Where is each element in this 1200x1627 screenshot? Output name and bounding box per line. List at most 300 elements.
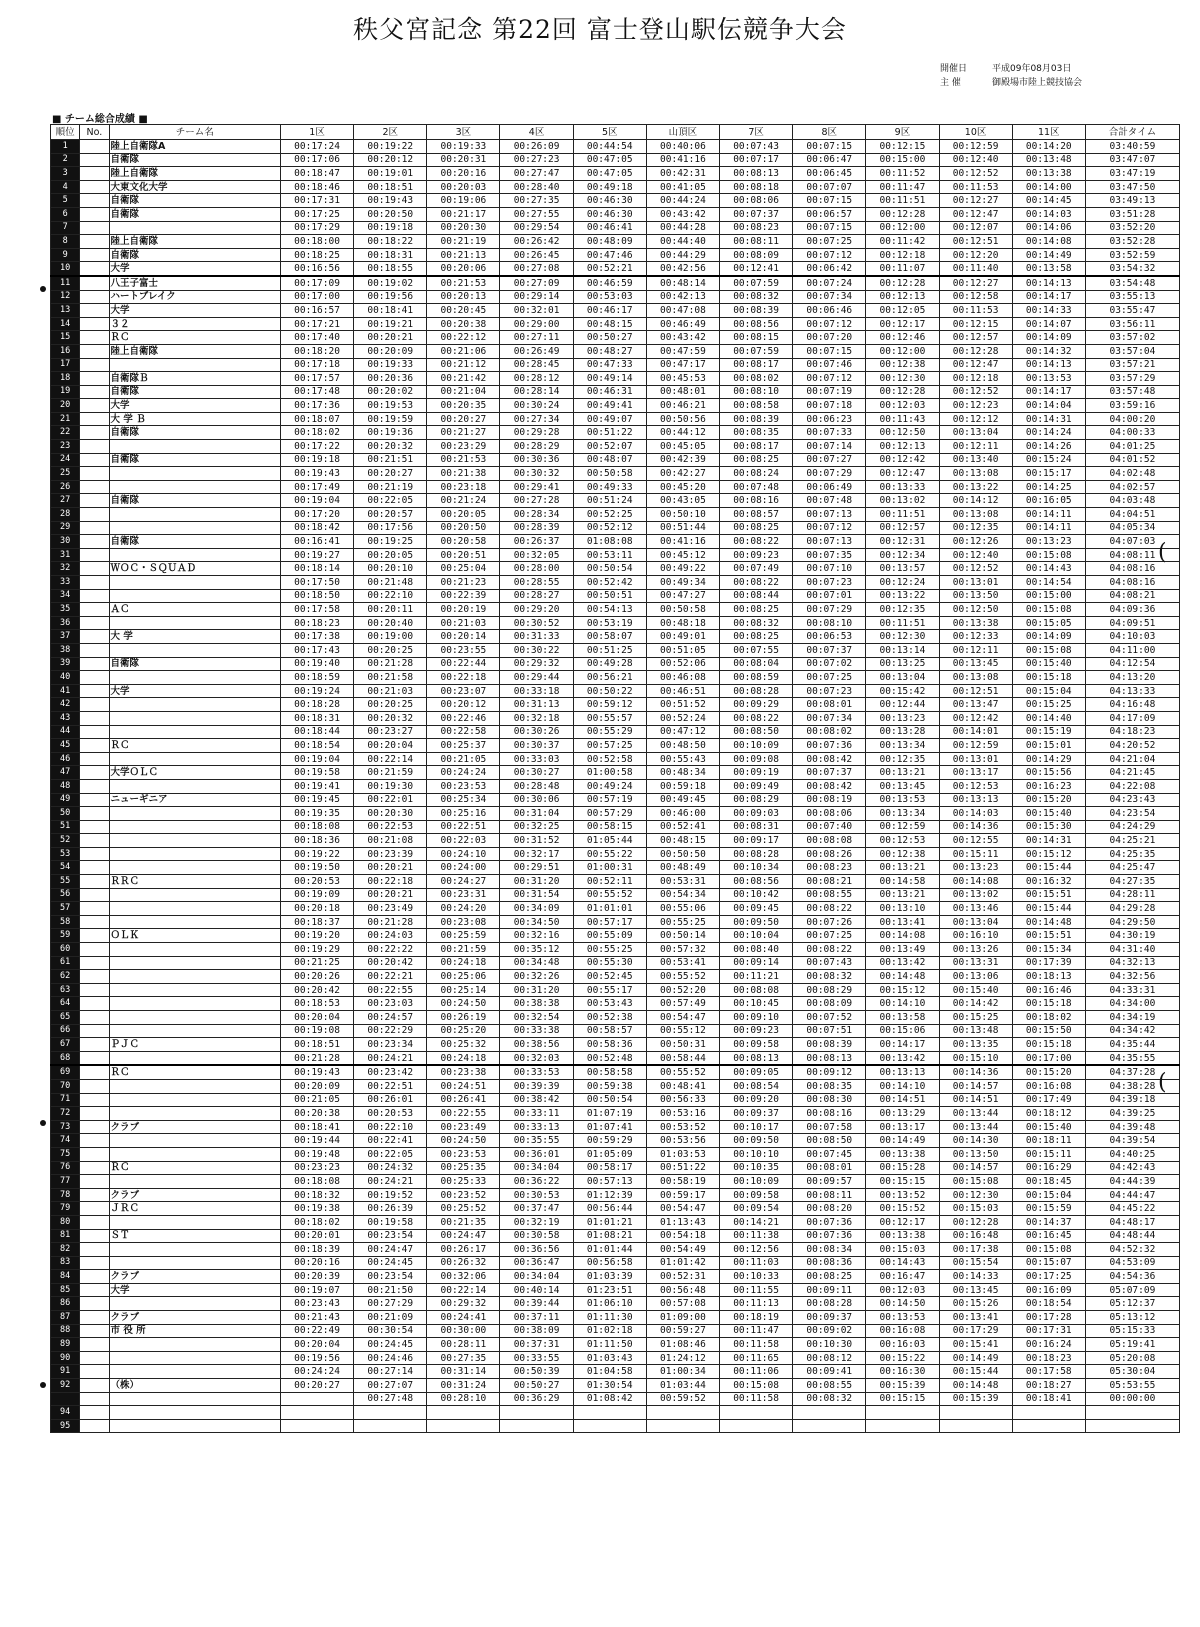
total-time-cell: 04:39:48 (1085, 1120, 1179, 1134)
leg-time-cell: 00:36:29 (500, 1392, 573, 1406)
leg-time-cell: 00:55:43 (646, 752, 719, 766)
table-row (51, 630, 1180, 644)
total-time-cell: 03:54:48 (1085, 276, 1179, 290)
team-name-cell (109, 807, 280, 821)
leg-time-cell: 00:56:48 (646, 1283, 719, 1297)
total-time-cell: 03:57:02 (1085, 331, 1179, 345)
leg-time-cell: 00:20:25 (354, 698, 427, 712)
leg-time-cell: 00:33:13 (500, 1120, 573, 1134)
leg-time-cell: 00:11:58 (720, 1392, 793, 1406)
leg-time-cell: 00:13:57 (866, 562, 939, 576)
leg-time-cell: 00:09:58 (720, 1188, 793, 1202)
rank-cell: 92 (51, 1379, 80, 1393)
leg-time-cell: 00:24:46 (354, 1351, 427, 1365)
leg-time-cell (500, 1406, 573, 1420)
leg-time-cell: 00:50:10 (646, 508, 719, 522)
leg-time-cell: 00:44:40 (646, 235, 719, 249)
team-number-cell (80, 494, 109, 508)
rank-cell: 79 (51, 1202, 80, 1216)
leg-time-cell: 00:10:35 (720, 1161, 793, 1175)
rank-cell: 74 (51, 1134, 80, 1148)
leg-time-cell: 00:16:56 (280, 262, 353, 276)
leg-time-cell: 00:09:02 (793, 1324, 866, 1338)
team-number-cell (80, 153, 109, 167)
leg-time-cell: 00:32:16 (500, 929, 573, 943)
leg-time-cell: 00:22:22 (354, 943, 427, 957)
rank-cell: 75 (51, 1147, 80, 1161)
leg-time-cell: 00:13:25 (866, 657, 939, 671)
leg-time-cell: 00:08:10 (720, 385, 793, 399)
rank-cell: 78 (51, 1188, 80, 1202)
leg-time-cell: 00:20:14 (427, 630, 500, 644)
table-row (51, 1338, 1180, 1352)
leg-time-cell: 00:11:21 (720, 970, 793, 984)
rank-cell: 21 (51, 412, 80, 426)
leg-time-cell: 00:31:52 (500, 834, 573, 848)
organizer-value: 御殿場市陸上競技協会 (992, 78, 1083, 88)
leg-time-cell: 00:24:47 (354, 1243, 427, 1257)
rank-cell: 42 (51, 698, 80, 712)
leg-time-cell: 00:07:36 (793, 1229, 866, 1243)
leg-time-cell: 00:07:13 (793, 508, 866, 522)
table-row (51, 1392, 1180, 1406)
leg-time-cell: 00:10:17 (720, 1120, 793, 1134)
leg-time-cell: 00:22:18 (427, 671, 500, 685)
leg-time-cell: 00:43:42 (646, 331, 719, 345)
leg-time-cell: 00:15:04 (1012, 684, 1085, 698)
leg-time-cell: 00:40:14 (500, 1283, 573, 1297)
leg-time-cell: 00:19:33 (427, 140, 500, 154)
total-time-cell: 04:48:44 (1085, 1229, 1179, 1243)
total-time-cell: 03:52:20 (1085, 221, 1179, 235)
leg-time-cell: 00:14:42 (939, 997, 1012, 1011)
leg-time-cell: 00:09:19 (720, 766, 793, 780)
leg-time-cell: 00:19:58 (280, 766, 353, 780)
leg-time-cell: 00:20:21 (354, 861, 427, 875)
rank-cell: 16 (51, 344, 80, 358)
leg-time-cell: 00:28:40 (500, 180, 573, 194)
table-row (51, 943, 1180, 957)
leg-time-cell: 00:53:03 (573, 290, 646, 304)
leg-time-cell: 00:13:48 (1012, 153, 1085, 167)
leg-time-cell: 00:08:57 (720, 508, 793, 522)
total-time-cell: 04:23:43 (1085, 793, 1179, 807)
total-time-cell: 04:00:33 (1085, 426, 1179, 440)
leg-time-cell: 00:16:57 (280, 304, 353, 318)
leg-time-cell: 00:07:45 (793, 1147, 866, 1161)
table-row (51, 385, 1180, 399)
team-number-cell (80, 1338, 109, 1352)
leg-time-cell: 01:07:41 (573, 1120, 646, 1134)
total-time-cell: 04:27:35 (1085, 875, 1179, 889)
leg-time-cell: 00:21:35 (427, 1215, 500, 1229)
leg-time-cell: 00:55:22 (573, 847, 646, 861)
rank-cell: 69 (51, 1065, 80, 1079)
team-name-cell: ＲＲＣ (109, 875, 280, 889)
leg-time-cell: 00:53:19 (573, 616, 646, 630)
rank-cell: 14 (51, 317, 80, 331)
header-row (51, 125, 1180, 140)
team-name-cell (109, 1338, 280, 1352)
total-time-cell: 05:12:37 (1085, 1297, 1179, 1311)
leg-time-cell: 00:17:43 (280, 643, 353, 657)
team-number-cell (80, 1051, 109, 1065)
total-time-cell: 04:08:21 (1085, 589, 1179, 603)
leg-time-cell: 00:39:39 (500, 1079, 573, 1093)
leg-time-cell: 00:23:49 (354, 902, 427, 916)
team-name-cell (109, 589, 280, 603)
leg-time-cell: 00:22:46 (427, 711, 500, 725)
leg-time-cell: 00:06:53 (793, 630, 866, 644)
leg-time-cell: 00:10:30 (793, 1338, 866, 1352)
table-row (51, 929, 1180, 943)
leg-time-cell: 00:20:18 (280, 902, 353, 916)
rank-cell: 9 (51, 248, 80, 262)
leg-time-cell: 00:15:18 (1012, 1038, 1085, 1052)
team-name-cell: ハートブレイク (109, 290, 280, 304)
leg-time-cell: 00:19:01 (354, 167, 427, 181)
leg-time-cell: 00:41:16 (646, 153, 719, 167)
leg-time-cell: 00:51:25 (573, 643, 646, 657)
rank-cell: 57 (51, 902, 80, 916)
team-number-cell (80, 834, 109, 848)
leg-time-cell: 00:53:56 (646, 1134, 719, 1148)
leg-time-cell: 00:10:33 (720, 1270, 793, 1284)
leg-time-cell: 01:11:50 (573, 1338, 646, 1352)
table-row (51, 1324, 1180, 1338)
leg-time-cell: 00:22:01 (354, 793, 427, 807)
leg-time-cell: 00:12:27 (939, 194, 1012, 208)
rank-cell: 12 (51, 290, 80, 304)
table-row (51, 535, 1180, 549)
leg-time-cell: 00:50:14 (646, 929, 719, 943)
team-number-cell (80, 304, 109, 318)
leg-time-cell: 00:19:36 (354, 426, 427, 440)
total-time-cell: 04:35:44 (1085, 1038, 1179, 1052)
leg-time-cell: 00:49:14 (573, 372, 646, 386)
leg-time-cell: 00:24:41 (427, 1311, 500, 1325)
leg-time-cell: 01:05:44 (573, 834, 646, 848)
leg-time-cell: 00:20:12 (354, 153, 427, 167)
leg-time-cell: 00:07:12 (793, 521, 866, 535)
leg-time-cell: 00:31:33 (500, 630, 573, 644)
rank-cell: 33 (51, 576, 80, 590)
leg-time-cell: 00:31:14 (427, 1365, 500, 1379)
table-row (51, 902, 1180, 916)
leg-time-cell: 00:49:41 (573, 399, 646, 413)
organizer-label: 主 催 (940, 78, 961, 88)
leg-time-cell: 00:20:06 (427, 262, 500, 276)
table-row (51, 1161, 1180, 1175)
leg-time-cell: 00:12:50 (866, 426, 939, 440)
rank-cell: 86 (51, 1297, 80, 1311)
leg-time-cell: 00:09:45 (720, 902, 793, 916)
leg-time-cell: 00:22:44 (427, 657, 500, 671)
leg-time-cell: 00:52:24 (646, 711, 719, 725)
leg-time-cell: 00:14:36 (939, 1065, 1012, 1079)
rank-cell: 18 (51, 372, 80, 386)
team-number-cell (80, 1351, 109, 1365)
column-header: 2区 (354, 125, 427, 140)
leg-time-cell: 00:47:05 (573, 153, 646, 167)
leg-time-cell: 00:55:30 (573, 956, 646, 970)
leg-time-cell: 00:23:39 (354, 847, 427, 861)
leg-time-cell: 00:17:50 (280, 576, 353, 590)
team-number-cell (80, 643, 109, 657)
leg-time-cell: 00:12:41 (720, 262, 793, 276)
leg-time-cell: 00:08:16 (720, 494, 793, 508)
leg-time-cell: 00:47:08 (646, 304, 719, 318)
leg-time-cell: 00:24:24 (427, 766, 500, 780)
rank-cell: 73 (51, 1120, 80, 1134)
leg-time-cell: 00:28:55 (500, 576, 573, 590)
leg-time-cell: 00:49:24 (573, 779, 646, 793)
table-row (51, 603, 1180, 617)
total-time-cell: 03:57:21 (1085, 358, 1179, 372)
leg-time-cell: 00:12:07 (939, 221, 1012, 235)
leg-time-cell: 00:07:10 (793, 562, 866, 576)
rank-cell: 62 (51, 970, 80, 984)
table-row (51, 467, 1180, 481)
total-time-cell: 04:32:56 (1085, 970, 1179, 984)
date-value: 平成09年08月03日 (992, 64, 1072, 74)
total-time-cell: 04:16:48 (1085, 698, 1179, 712)
leg-time-cell: 00:13:47 (939, 698, 1012, 712)
rank-cell: 91 (51, 1365, 80, 1379)
leg-time-cell: 00:12:30 (939, 1188, 1012, 1202)
team-name-cell (109, 480, 280, 494)
leg-time-cell: 00:23:34 (354, 1038, 427, 1052)
leg-time-cell: 00:17:24 (280, 140, 353, 154)
table-row (51, 140, 1180, 154)
table-row (51, 1379, 1180, 1393)
leg-time-cell: 00:07:26 (793, 915, 866, 929)
leg-time-cell: 00:29:41 (500, 480, 573, 494)
total-time-cell: 04:23:54 (1085, 807, 1179, 821)
leg-time-cell: 00:48:15 (646, 834, 719, 848)
total-time-cell: 05:19:41 (1085, 1338, 1179, 1352)
total-time-cell: 04:22:08 (1085, 779, 1179, 793)
leg-time-cell: 00:20:57 (354, 508, 427, 522)
leg-time-cell: 00:19:58 (354, 1215, 427, 1229)
leg-time-cell: 00:18:54 (280, 739, 353, 753)
leg-time-cell: 00:47:17 (646, 358, 719, 372)
leg-time-cell: 00:31:54 (500, 888, 573, 902)
leg-time-cell: 00:26:17 (427, 1243, 500, 1257)
leg-time-cell (427, 1419, 500, 1433)
leg-time-cell: 00:15:08 (720, 1379, 793, 1393)
table-row (51, 521, 1180, 535)
leg-time-cell: 00:30:26 (500, 725, 573, 739)
leg-time-cell: 00:15:30 (1012, 820, 1085, 834)
leg-time-cell: 00:14:20 (1012, 140, 1085, 154)
total-time-cell: 04:40:25 (1085, 1147, 1179, 1161)
leg-time-cell: 00:23:53 (427, 1147, 500, 1161)
rank-cell: 13 (51, 304, 80, 318)
leg-time-cell: 00:07:49 (720, 562, 793, 576)
leg-time-cell: 00:11:43 (866, 412, 939, 426)
leg-time-cell: 00:19:04 (280, 494, 353, 508)
rank-cell: 83 (51, 1256, 80, 1270)
leg-time-cell: 00:24:18 (427, 956, 500, 970)
leg-time-cell: 00:25:04 (427, 562, 500, 576)
leg-time-cell: 00:15:25 (1012, 698, 1085, 712)
leg-time-cell: 00:12:52 (939, 385, 1012, 399)
rank-cell: 56 (51, 888, 80, 902)
leg-time-cell: 00:19:56 (354, 290, 427, 304)
leg-time-cell: 00:19:48 (280, 1147, 353, 1161)
leg-time-cell: 00:51:22 (573, 426, 646, 440)
leg-time-cell: 00:14:40 (1012, 711, 1085, 725)
date-label: 開催日 (940, 64, 968, 74)
leg-time-cell: 00:21:28 (280, 1051, 353, 1065)
leg-time-cell: 00:51:24 (573, 494, 646, 508)
leg-time-cell: 01:01:01 (573, 902, 646, 916)
leg-time-cell: 00:20:30 (354, 807, 427, 821)
total-time-cell: 04:34:19 (1085, 1011, 1179, 1025)
leg-time-cell: 00:13:04 (939, 426, 1012, 440)
leg-time-cell: 00:21:24 (427, 494, 500, 508)
leg-time-cell: 00:12:42 (866, 453, 939, 467)
leg-time-cell: 00:16:10 (939, 929, 1012, 943)
total-time-cell: 04:07:03 (1085, 535, 1179, 549)
team-name-cell: 陸上自衛隊 (109, 344, 280, 358)
team-name-cell: 陸上自衛隊 (109, 167, 280, 181)
leg-time-cell: 00:16:23 (1012, 779, 1085, 793)
leg-time-cell: 00:08:22 (793, 943, 866, 957)
leg-time-cell: 00:11:13 (720, 1297, 793, 1311)
leg-time-cell: 00:14:57 (939, 1079, 1012, 1093)
leg-time-cell: 00:08:13 (720, 167, 793, 181)
leg-time-cell: 00:12:55 (939, 834, 1012, 848)
leg-time-cell: 00:16:48 (939, 1229, 1012, 1243)
leg-time-cell: 00:15:17 (1012, 467, 1085, 481)
leg-time-cell: 00:13:04 (939, 915, 1012, 929)
team-number-cell (80, 603, 109, 617)
rank-cell: 27 (51, 494, 80, 508)
leg-time-cell: 00:25:35 (427, 1161, 500, 1175)
leg-time-cell: 00:37:31 (500, 1338, 573, 1352)
rank-cell: 66 (51, 1024, 80, 1038)
leg-time-cell: 00:18:36 (280, 834, 353, 848)
table-row (51, 440, 1180, 454)
leg-time-cell: 00:11:51 (866, 194, 939, 208)
leg-time-cell: 00:19:56 (280, 1351, 353, 1365)
team-number-cell (80, 1311, 109, 1325)
leg-time-cell: 00:48:18 (646, 616, 719, 630)
leg-time-cell: 00:20:31 (427, 153, 500, 167)
leg-time-cell (646, 1419, 719, 1433)
team-number-cell (80, 180, 109, 194)
total-time-cell: 04:04:51 (1085, 508, 1179, 522)
leg-time-cell: 00:50:58 (573, 467, 646, 481)
leg-time-cell: 00:58:17 (573, 1161, 646, 1175)
leg-time-cell: 00:20:12 (427, 698, 500, 712)
leg-time-cell: 00:16:30 (866, 1365, 939, 1379)
team-number-cell (80, 1079, 109, 1093)
leg-time-cell: 00:21:04 (427, 385, 500, 399)
leg-time-cell: 00:13:53 (866, 793, 939, 807)
team-name-cell: 大学 (109, 1283, 280, 1297)
team-name-cell (109, 970, 280, 984)
table-row (51, 317, 1180, 331)
table-row (51, 997, 1180, 1011)
leg-time-cell: 00:07:24 (793, 276, 866, 290)
leg-time-cell: 00:19:43 (280, 1065, 353, 1079)
leg-time-cell: 00:13:14 (866, 643, 939, 657)
team-name-cell (109, 358, 280, 372)
leg-time-cell: 00:30:22 (500, 643, 573, 657)
table-row (51, 725, 1180, 739)
team-name-cell: ＯＬＫ (109, 929, 280, 943)
rank-cell: 23 (51, 440, 80, 454)
leg-time-cell: 00:07:15 (793, 140, 866, 154)
leg-time-cell: 00:19:43 (280, 467, 353, 481)
leg-time-cell: 00:08:40 (720, 943, 793, 957)
leg-time-cell: 00:27:29 (354, 1297, 427, 1311)
table-row (51, 1188, 1180, 1202)
team-name-cell (109, 521, 280, 535)
leg-time-cell: 00:08:25 (720, 521, 793, 535)
margin-mark (40, 286, 46, 292)
table-row (51, 494, 1180, 508)
leg-time-cell: 00:14:58 (866, 875, 939, 889)
leg-time-cell: 00:11:58 (720, 1338, 793, 1352)
leg-time-cell: 00:19:21 (354, 317, 427, 331)
team-number-cell (80, 956, 109, 970)
leg-time-cell: 00:29:32 (500, 657, 573, 671)
team-name-cell (109, 1024, 280, 1038)
leg-time-cell: 00:07:23 (793, 576, 866, 590)
leg-time-cell: 00:15:34 (1012, 943, 1085, 957)
leg-time-cell: 00:19:18 (354, 221, 427, 235)
leg-time-cell: 00:53:31 (646, 875, 719, 889)
team-number-cell (80, 779, 109, 793)
leg-time-cell: 00:46:31 (573, 385, 646, 399)
leg-time-cell: 00:11:53 (939, 304, 1012, 318)
rank-cell: 63 (51, 983, 80, 997)
leg-time-cell: 00:08:31 (720, 820, 793, 834)
rank-cell: 70 (51, 1079, 80, 1093)
rank-cell: 5 (51, 194, 80, 208)
leg-time-cell: 00:53:41 (646, 956, 719, 970)
team-number-cell (80, 1297, 109, 1311)
team-number-cell (80, 467, 109, 481)
rank-cell: 29 (51, 521, 80, 535)
leg-time-cell: 00:18:46 (280, 180, 353, 194)
rank-cell: 2 (51, 153, 80, 167)
total-time-cell: 03:51:28 (1085, 207, 1179, 221)
leg-time-cell: 00:59:52 (646, 1392, 719, 1406)
table-row (51, 834, 1180, 848)
leg-time-cell: 00:17:57 (280, 372, 353, 386)
leg-time-cell: 00:50:58 (646, 603, 719, 617)
leg-time-cell: 00:26:01 (354, 1093, 427, 1107)
leg-time-cell: 00:26:42 (500, 235, 573, 249)
table-row (51, 983, 1180, 997)
rank-cell: 34 (51, 589, 80, 603)
column-header: 4区 (500, 125, 573, 140)
leg-time-cell: 00:22:21 (354, 970, 427, 984)
leg-time-cell: 00:17:22 (280, 440, 353, 454)
leg-time-cell: 00:30:32 (500, 467, 573, 481)
rank-cell: 43 (51, 711, 80, 725)
leg-time-cell: 01:02:18 (573, 1324, 646, 1338)
leg-time-cell: 00:08:24 (720, 467, 793, 481)
leg-time-cell: 00:08:55 (793, 1379, 866, 1393)
leg-time-cell: 00:33:53 (500, 1065, 573, 1079)
table-row (51, 1419, 1180, 1433)
